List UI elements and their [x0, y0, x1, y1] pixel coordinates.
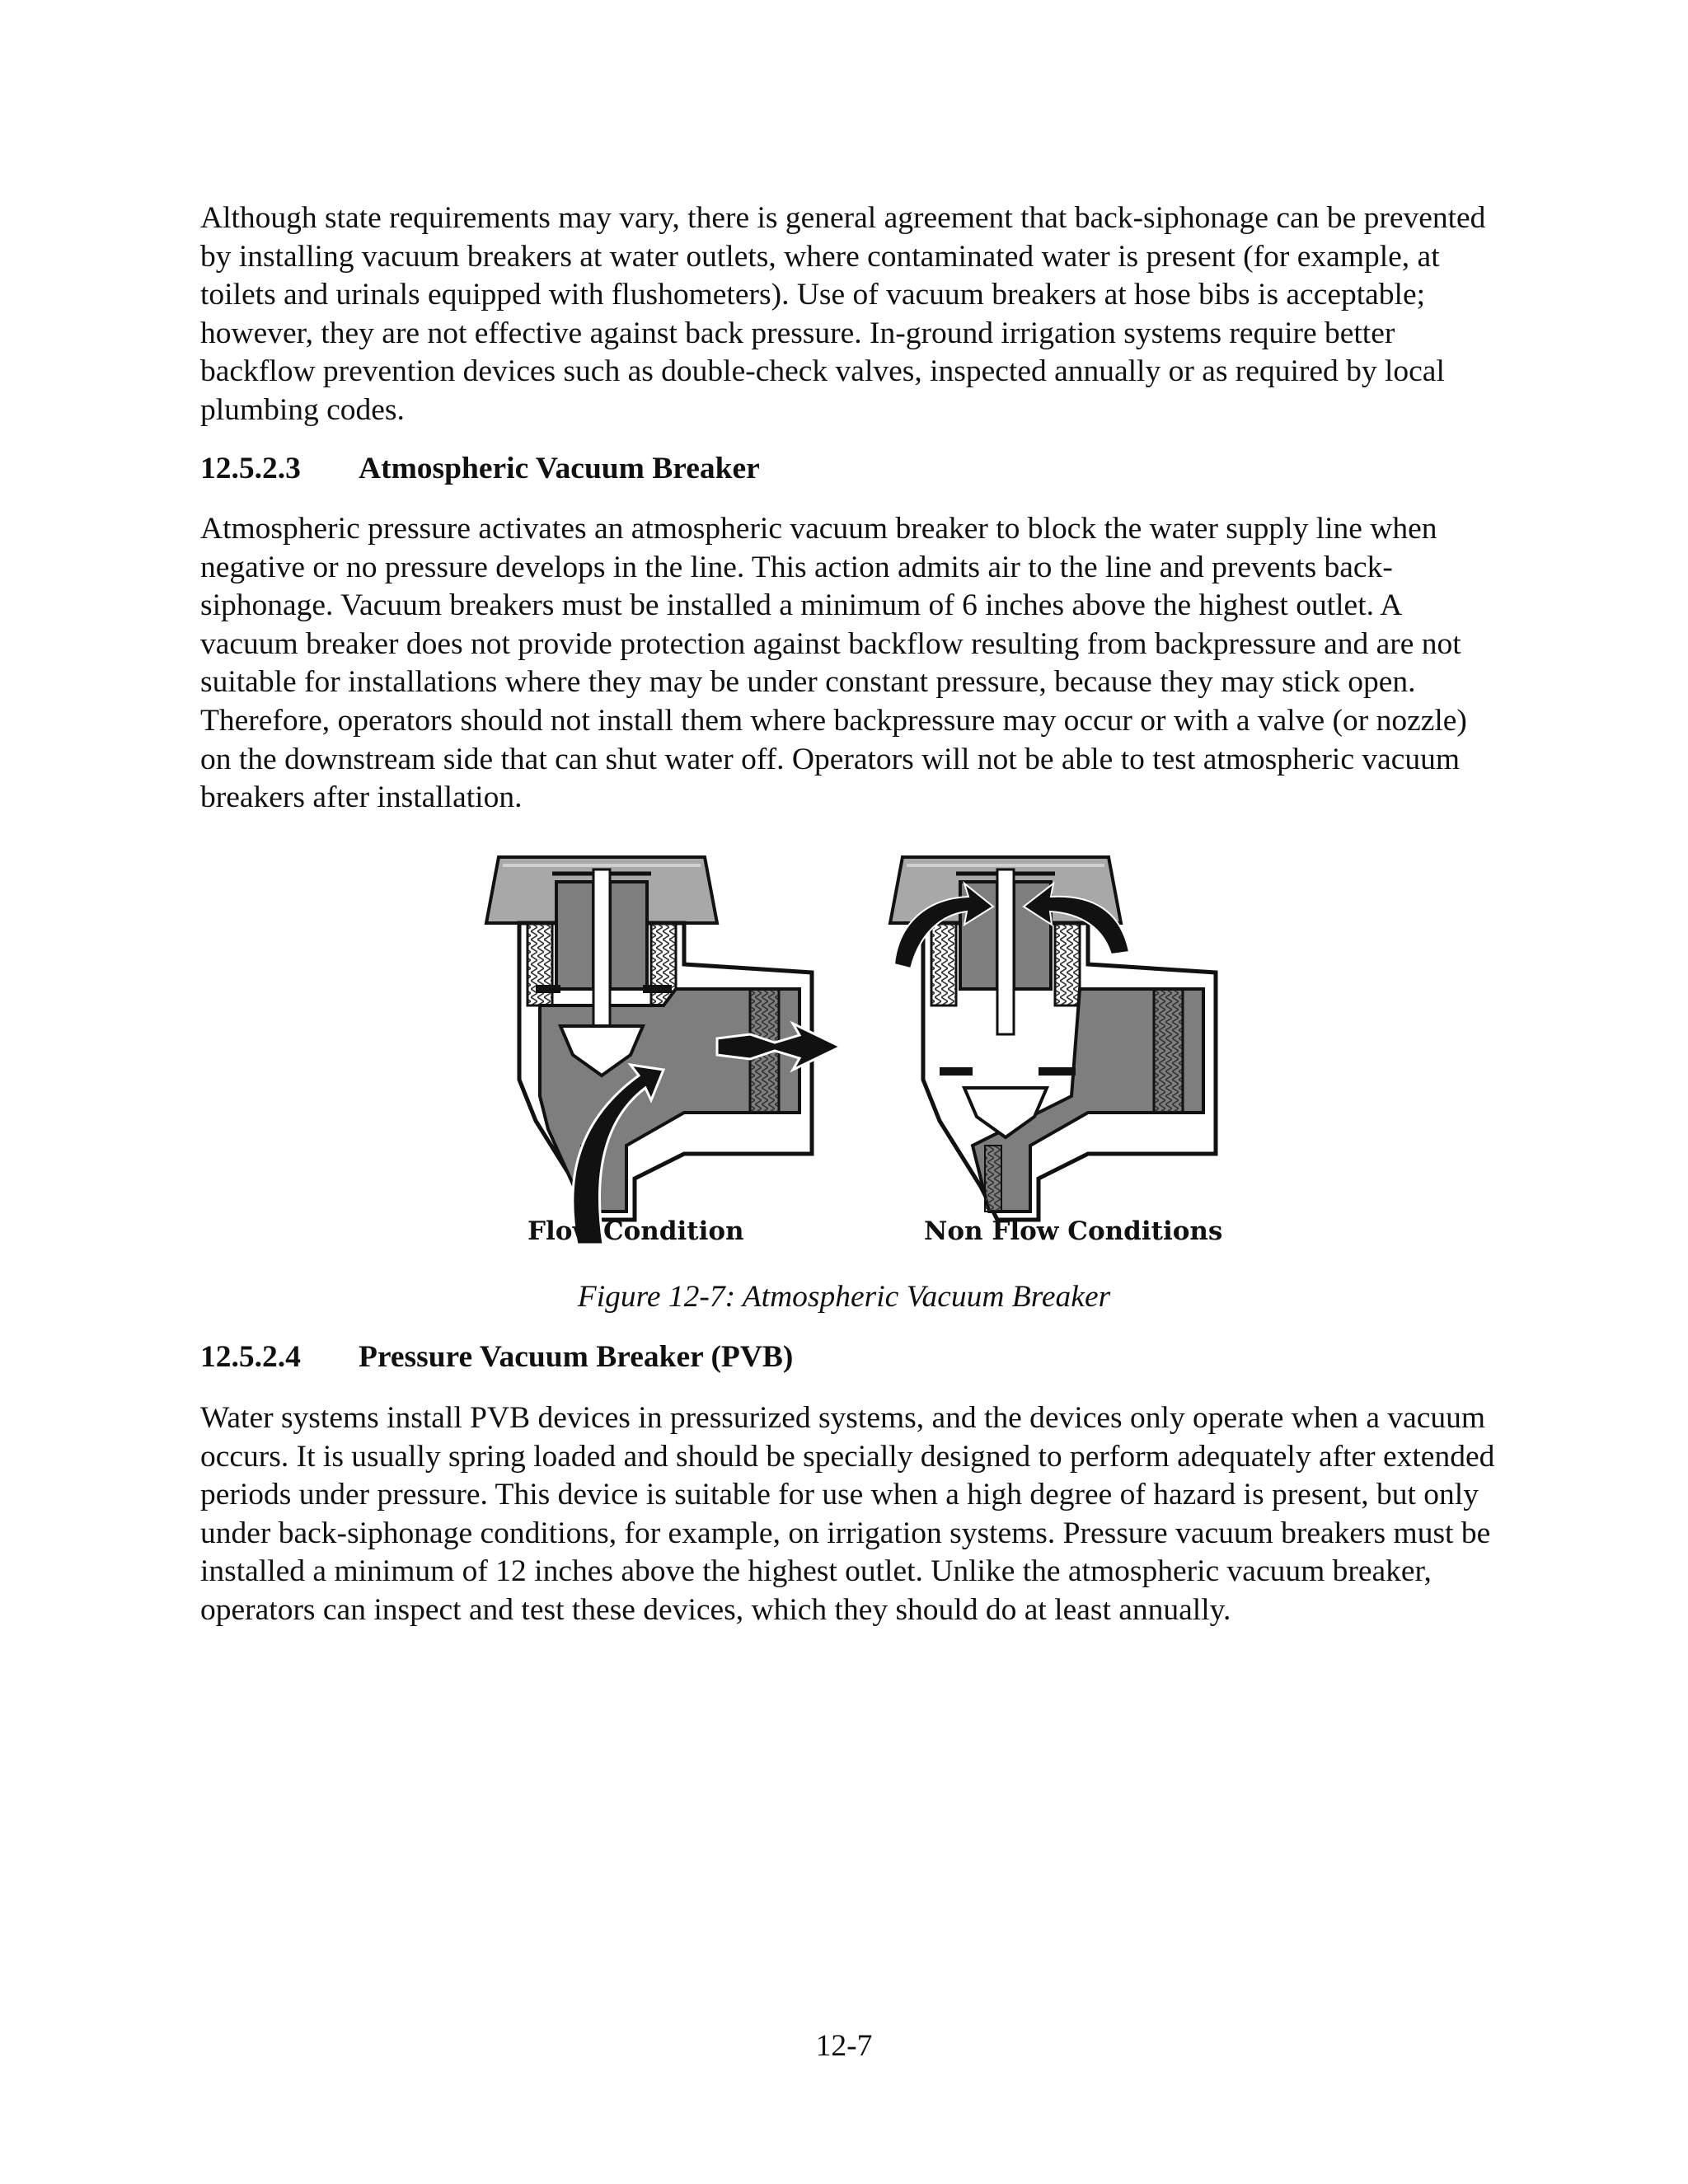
pvb-paragraph: Water systems install PVB devices in pressurized systems, and the devices only operate when a vacuum occurs. It is usually spring loaded and should be specially designed to perform adequately after extended periods under pressure. This device is suitable for use when a high degree of hazard is present, but only under back-siphonage conditions, for example, on irrigation systems. Pressure vacuum breakers must be installed a minimum of 12 inches above the highest outlet. Unlike the atmospheric vacuum breaker, operators can inspect and test these devices, which they should do at least annually. — [200, 1401, 1495, 1627]
section-heading-pvb — [200, 1338, 793, 1376]
section-heading-avb — [200, 450, 760, 488]
flow-condition-label: Flow Condition — [528, 1216, 744, 1246]
section-title: Atmospheric Vacuum Breaker — [359, 452, 760, 485]
vacuum-breaker-figure — [478, 849, 1223, 1261]
page-number: 12-7 — [815, 2029, 873, 2063]
section-number: 12.5.2.4 — [200, 1340, 301, 1374]
figure-caption: Figure 12-7: Atmospheric Vacuum Breaker — [577, 1280, 1111, 1314]
flow-condition-diagram — [486, 857, 841, 1244]
non-flow-conditions-label: Non Flow Conditions — [924, 1216, 1223, 1246]
avb-paragraph: Atmospheric pressure activates an atmospheric vacuum breaker to block the water supply line when negative or no pressure develops in the line. This action admits air to the line and prevents back-siphonage. Vacuum breakers must be installed a minimum of 6 inches above the highest outlet. A vacuum breaker does not provide protection against backflow resulting from backpressure and are not suitable for installations where they may be under constant pressure, because they may stick open. Therefore, operators should not install them where backpressure may occur or with a valve (or nozzle) on the downstream side that can shut water off. Operators will not be able to test atmospheric vacuum breakers after installation. — [200, 512, 1467, 815]
section-number: 12.5.2.3 — [200, 452, 301, 485]
section-title: Pressure Vacuum Breaker (PVB) — [359, 1340, 794, 1374]
non-flow-diagram — [890, 857, 1216, 1220]
intro-paragraph: Although state requirements may vary, there is general agreement that back-siphonage can be prevented by installing vacuum breakers at water outlets, where contaminated water is present (for example, at toilets and urinals equipped with flushometers). Use of vacuum breakers at hose bibs is acceptable; however, they are not effective against back pressure. In-ground irrigation systems require better backflow prevention devices such as double-check valves, inspected annually or as required by local plumbing codes. — [200, 201, 1486, 427]
